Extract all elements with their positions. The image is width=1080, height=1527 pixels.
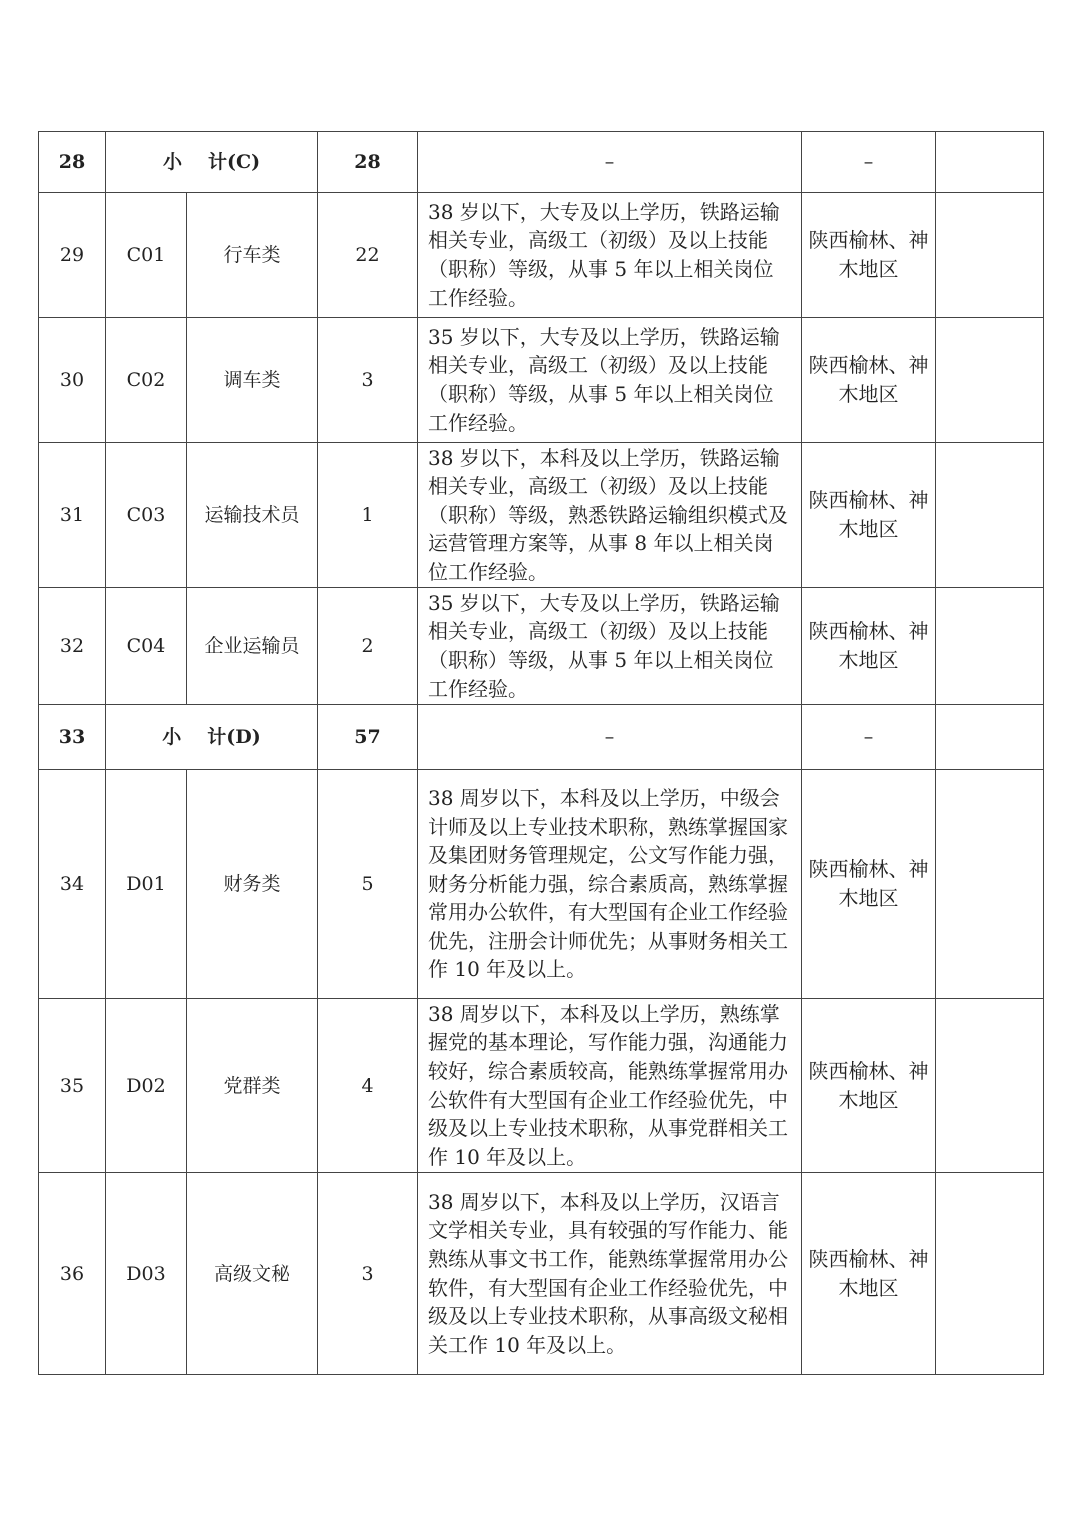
remark-cell bbox=[936, 705, 1044, 770]
row-number: 34 bbox=[39, 770, 106, 999]
remark-cell bbox=[936, 999, 1044, 1173]
location-cell: 陕西榆林、神木地区 bbox=[802, 588, 936, 705]
subtotal-label: 小 计(C) bbox=[106, 132, 318, 193]
remark-cell bbox=[936, 132, 1044, 193]
position-name: 财务类 bbox=[187, 770, 318, 999]
recruitment-table bbox=[38, 131, 1044, 1375]
requirement-cell: – bbox=[418, 132, 802, 193]
position-name: 行车类 bbox=[187, 193, 318, 318]
subtotal-row bbox=[39, 705, 1044, 770]
position-code: C03 bbox=[106, 443, 187, 588]
location-cell: – bbox=[802, 132, 936, 193]
location-cell: – bbox=[802, 705, 936, 770]
location-cell: 陕西榆林、神木地区 bbox=[802, 1173, 936, 1375]
row-number: 35 bbox=[39, 999, 106, 1173]
position-code: D02 bbox=[106, 999, 187, 1173]
position-name: 企业运输员 bbox=[187, 588, 318, 705]
remark-cell bbox=[936, 318, 1044, 443]
position-name: 高级文秘 bbox=[187, 1173, 318, 1375]
table-row bbox=[39, 443, 1044, 588]
table-row bbox=[39, 1173, 1044, 1375]
requirement-cell: 38 岁以下，大专及以上学历，铁路运输相关专业，高级工（初级）及以上技能（职称）等级，从事 5 年以上相关岗位工作经验。 bbox=[418, 193, 802, 318]
location-cell: 陕西榆林、神木地区 bbox=[802, 443, 936, 588]
remark-cell bbox=[936, 588, 1044, 705]
position-code: D03 bbox=[106, 1173, 187, 1375]
location-cell: 陕西榆林、神木地区 bbox=[802, 193, 936, 318]
requirement-cell: 38 周岁以下，本科及以上学历，汉语言文学相关专业，具有较强的写作能力、能熟练从事文书工作，能熟练掌握常用办公软件，有大型国有企业工作经验优先，中级及以上专业技术职称，从事高级文秘相关工作 10 年及以上。 bbox=[418, 1173, 802, 1375]
table-row bbox=[39, 999, 1044, 1173]
position-code: C01 bbox=[106, 193, 187, 318]
location-cell: 陕西榆林、神木地区 bbox=[802, 999, 936, 1173]
requirement-cell: – bbox=[418, 705, 802, 770]
position-name: 党群类 bbox=[187, 999, 318, 1173]
row-number: 36 bbox=[39, 1173, 106, 1375]
requirement-cell: 38 周岁以下，本科及以上学历，熟练掌握党的基本理论，写作能力强，沟通能力较好，综合素质较高，能熟练掌握常用办公软件有大型国有企业工作经验优先，中级及以上专业技术职称，从事党群相关工作 10 年及以上。 bbox=[418, 999, 802, 1173]
position-code: C02 bbox=[106, 318, 187, 443]
headcount: 57 bbox=[318, 705, 418, 770]
headcount: 3 bbox=[318, 1173, 418, 1375]
table-row bbox=[39, 588, 1044, 705]
remark-cell bbox=[936, 770, 1044, 999]
table-row bbox=[39, 318, 1044, 443]
requirement-cell: 35 岁以下，大专及以上学历，铁路运输相关专业，高级工（初级）及以上技能（职称）等级，从事 5 年以上相关岗位工作经验。 bbox=[418, 588, 802, 705]
requirement-cell: 38 周岁以下，本科及以上学历，中级会计师及以上专业技术职称，熟练掌握国家及集团财务管理规定，公文写作能力强，财务分析能力强，综合素质高，熟练掌握常用办公软件，有大型国有企业工作经验优先，注册会计师优先；从事财务相关工作 10 年及以上。 bbox=[418, 770, 802, 999]
position-code: D01 bbox=[106, 770, 187, 999]
headcount: 2 bbox=[318, 588, 418, 705]
subtotal-label: 小 计(D) bbox=[106, 705, 318, 770]
headcount: 22 bbox=[318, 193, 418, 318]
location-cell: 陕西榆林、神木地区 bbox=[802, 770, 936, 999]
row-number: 33 bbox=[39, 705, 106, 770]
row-number: 29 bbox=[39, 193, 106, 318]
headcount: 1 bbox=[318, 443, 418, 588]
row-number: 32 bbox=[39, 588, 106, 705]
position-name: 运输技术员 bbox=[187, 443, 318, 588]
subtotal-row bbox=[39, 132, 1044, 193]
row-number: 28 bbox=[39, 132, 106, 193]
position-name: 调车类 bbox=[187, 318, 318, 443]
requirement-cell: 35 岁以下，大专及以上学历，铁路运输相关专业，高级工（初级）及以上技能（职称）等级，从事 5 年以上相关岗位工作经验。 bbox=[418, 318, 802, 443]
position-code: C04 bbox=[106, 588, 187, 705]
requirement-cell: 38 岁以下，本科及以上学历，铁路运输相关专业，高级工（初级）及以上技能（职称）等级，熟悉铁路运输组织模式及运营管理方案等，从事 8 年以上相关岗位工作经验。 bbox=[418, 443, 802, 588]
remark-cell bbox=[936, 1173, 1044, 1375]
row-number: 30 bbox=[39, 318, 106, 443]
table-row bbox=[39, 193, 1044, 318]
row-number: 31 bbox=[39, 443, 106, 588]
location-cell: 陕西榆林、神木地区 bbox=[802, 318, 936, 443]
remark-cell bbox=[936, 193, 1044, 318]
headcount: 5 bbox=[318, 770, 418, 999]
headcount: 28 bbox=[318, 132, 418, 193]
headcount: 3 bbox=[318, 318, 418, 443]
table-row bbox=[39, 770, 1044, 999]
remark-cell bbox=[936, 443, 1044, 588]
headcount: 4 bbox=[318, 999, 418, 1173]
